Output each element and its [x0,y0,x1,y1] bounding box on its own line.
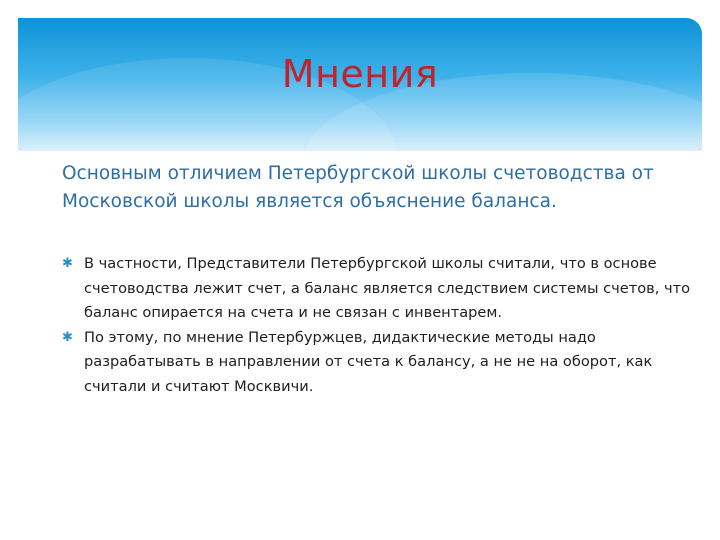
slide-title: Мнения [281,52,439,96]
asterisk-bullet-icon: ✱ [62,256,73,271]
bullet-item [62,252,692,326]
bullet-text: В частности, Представители Петербургской школы считали, что в основе счетоводства лежит счет, а баланс является следствием системы счетов, что баланс опирается на счета и не связан с инвентарем. [84,255,691,321]
asterisk-bullet-icon: ✱ [62,329,73,345]
bullet-text: По этому, по мнение Петербуржцев, дидактические методы надо разрабатывать в направлении от счета к балансу, а не не на оборот, как считали и считают Москвичи. [84,328,653,395]
bullet-list [62,252,692,399]
slide-subtitle: Основным отличием Петербургской школы счетоводства от Московской школы является объяснение баланса. [62,163,654,212]
bullet-item [62,326,692,400]
